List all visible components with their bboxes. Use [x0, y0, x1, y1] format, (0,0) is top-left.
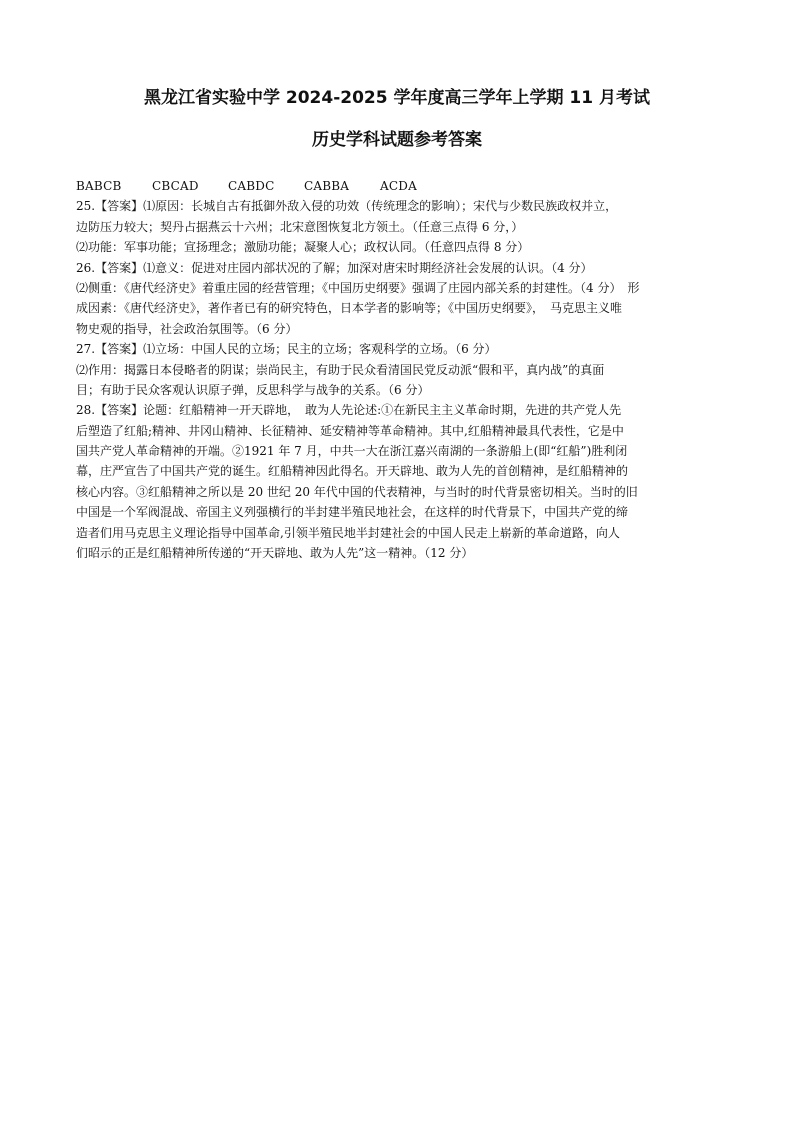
answer-25-line: 25.【答案】⑴原因：长城自古有抵御外敌入侵的功效（传统理念的影响）；宋代与少数民族政权并立，	[76, 199, 618, 214]
choice-answer-group: ACDA	[380, 179, 417, 193]
answer-27-line: 目；有助于民众客观认识原子弹，反思科学与战争的关系。（6 分）	[76, 382, 430, 397]
answer-27-line: 27.【答案】⑴立场：中国人民的立场；民主的立场；客观科学的立场。（6 分）	[76, 342, 497, 357]
choice-answers-row	[76, 176, 724, 196]
answer-28-line: 后塑造了红船;精神、井冈山精神、长征精神、延安精神等革命精神。其中,红船精神最具代表性，它是中	[76, 423, 624, 438]
answer-26-line: ⑵侧重：《唐代经济史》着重庄园的经营管理；《中国历史纲要》强调了庄园内部关系的封建性。（4 分） 形	[76, 280, 640, 295]
answer-28-line: 们昭示的正是红船精神所传递的“开天辟地、敢为人先”这一精神。（12 分）	[76, 546, 474, 561]
answer-25-line: ⑵功能：军事功能；宣扬理念；激励功能；凝聚人心；政权认同。（任意四点得 8 分）	[76, 240, 530, 255]
answer-content	[76, 176, 724, 563]
document-title: 黑龙江省实验中学 2024-2025 学年度高三学年上学期 11 月考试	[143, 88, 650, 108]
answer-28-line: 造者们用马克思主义理论指导中国革命,引领半殖民地半封建社会的中国人民走上崭新的革命道路，向人	[76, 525, 620, 540]
choice-answer-group: BABCB	[76, 179, 122, 193]
answer-26-line: 26.【答案】⑴意义：促进对庄园内部状况的了解；加深对唐宋时期经济社会发展的认识。（4 分）	[76, 260, 593, 275]
answer-26-line: 物史观的指导，社会政治氛围等。（6 分）	[76, 321, 298, 336]
answer-25-line: 边防压力较大；契丹占据燕云十六州；北宋意图恢复北方领土。（任意三点得 6 分，）	[76, 219, 524, 234]
answer-28-line: 国共产党人革命精神的开端。②1921 年 7 月，中共一大在浙江嘉兴南湖的一条游船上(即“红船”)胜利闭	[76, 444, 628, 459]
choice-answer-group: CABDC	[228, 179, 275, 193]
answer-28-line: 幕，庄严宣告了中国共产党的诞生。红船精神因此得名。开天辟地、敢为人先的首创精神，是红船精神的	[76, 464, 629, 479]
document-subtitle: 历史学科试题参考答案	[312, 130, 482, 150]
answer-28-line: 中国是一个军阀混战、帝国主义列强横行的半封建半殖民地社会，在这样的时代背景下，中国共产党的缔	[76, 505, 629, 520]
answer-28-line: 核心内容。③红船精神之所以是 20 世纪 20 年代中国的代表精神，与当时的时代背景密切相关。当时的旧	[76, 484, 638, 499]
answer-27-line: ⑵作用：揭露日本侵略者的阴谋；崇尚民主，有助于民众看清国民党反动派“假和平，真内战”的真面	[76, 362, 605, 377]
choice-answer-group: CBCAD	[152, 179, 199, 193]
choice-answer-group: CABBA	[304, 179, 350, 193]
answer-28-line: 28.【答案】论题：红船精神一开天辟地， 敢为人先论述:①在新民主主义革命时期，先进的共产党人先	[76, 403, 622, 418]
answer-26-line: 成因素：《唐代经济史》，著作者已有的研究特色，日本学者的影响等；《中国历史纲要》， 马克思主义唯	[76, 301, 623, 316]
